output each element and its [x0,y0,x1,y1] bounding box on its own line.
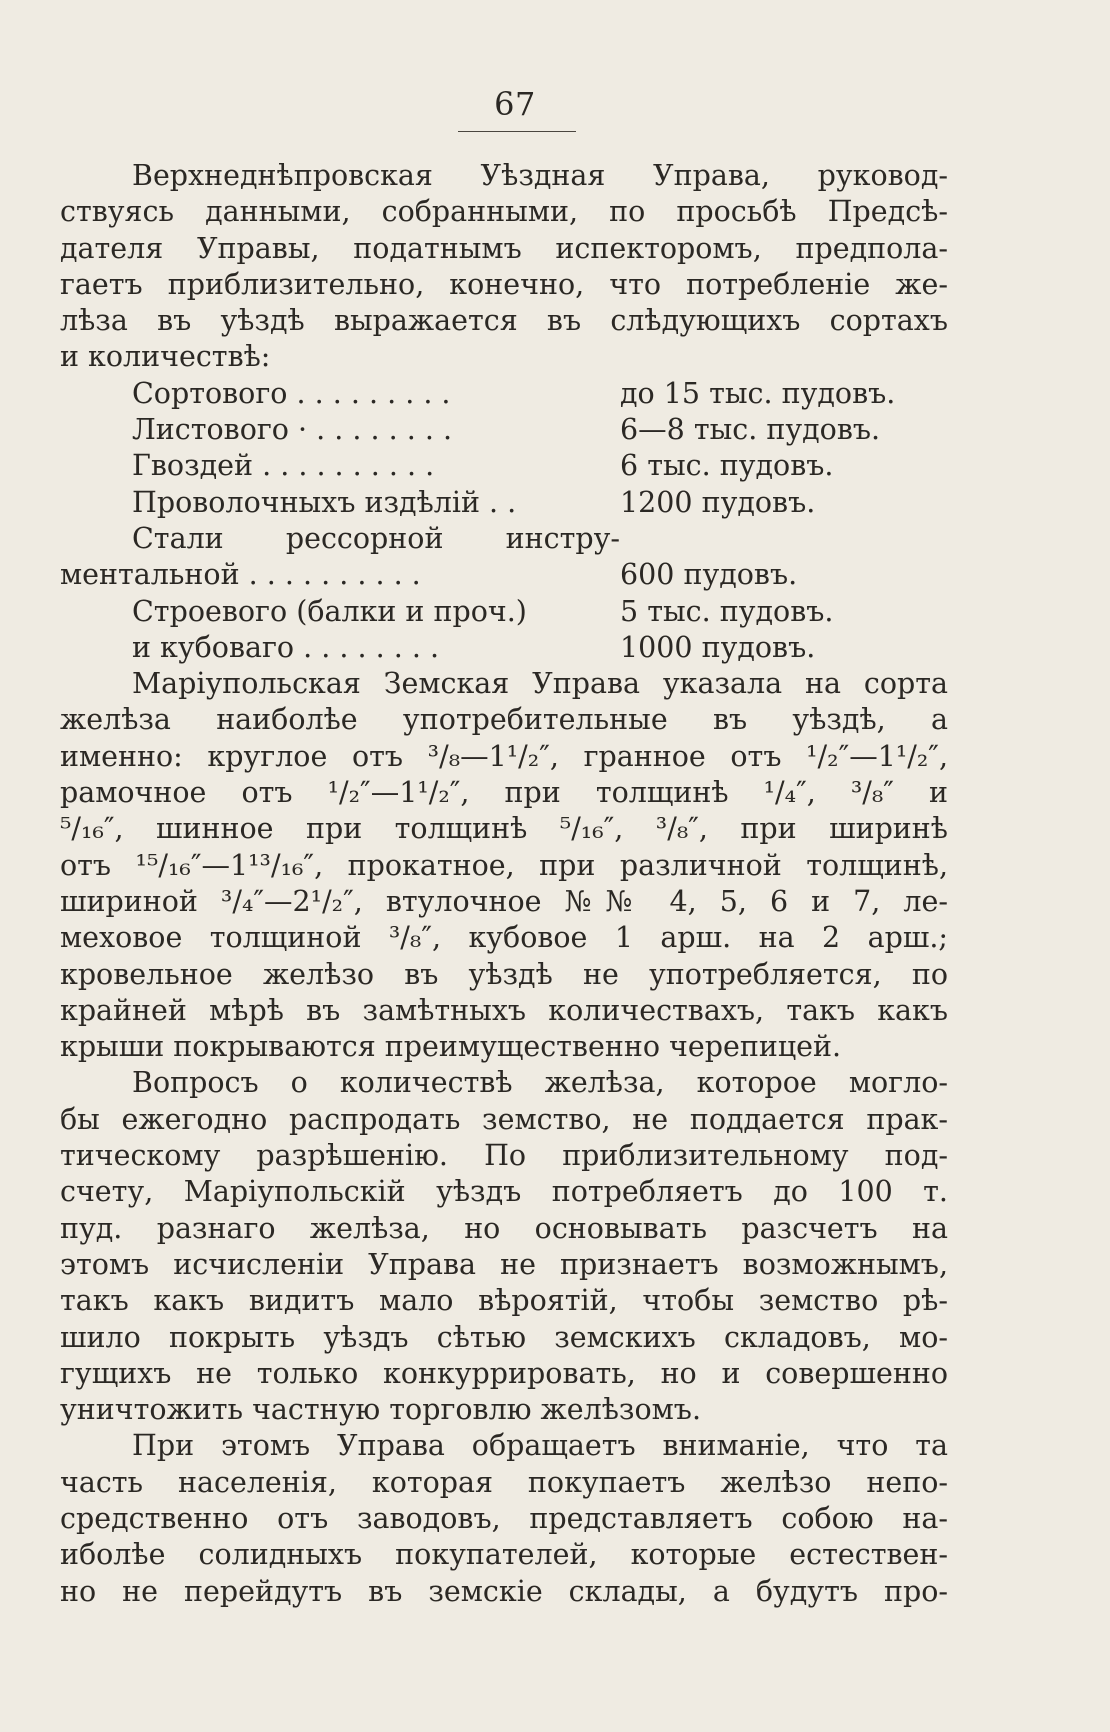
text-line: средственно отъ заводовъ, представляетъ собою на- [60,1501,948,1535]
text-line: При этомъ Управа обращаетъ вниманіе, что та [132,1429,948,1463]
text-line: гаетъ приблизительно, конечно, что потребленіе же- [60,267,948,301]
text-line: лѣза въ уѣздѣ выражается въ слѣдующихъ сортахъ [60,304,948,338]
list-item-sort: ментальной . . . . . . . . . . [60,558,421,592]
text-line: крайней мѣрѣ въ замѣтныхъ количествахъ, такъ какъ [60,993,948,1027]
text-line: иболѣе солидныхъ покупателей, которые естествен- [60,1538,948,1572]
list-item [60,630,948,666]
text-line: уничтожить частную торговлю желѣзомъ. [60,1393,701,1427]
list-item-quantity: 6 тыс. пудовъ. [620,449,834,483]
list-item-quantity: до 15 тыс. пудовъ. [620,376,896,410]
text-line: крыши покрываются преимущественно черепицей. [60,1030,842,1064]
text-line: и количествѣ: [60,340,271,374]
list-item-sort: Сортового . . . . . . . . . [132,376,451,410]
text-line: Верхнеднѣпровская Уѣздная Управа, руковод- [132,159,948,192]
paragraph-intro [60,158,948,376]
list-item-sort: Листового · . . . . . . . . [132,413,453,447]
paragraph-mariupol-sorts [60,666,948,1065]
text-line: ствуясь данными, собранными, по просьбѣ Предсѣ- [60,195,948,229]
page-number: 67 [494,85,536,123]
list-item-sort: Проволочныхъ издѣлій . . [132,485,517,519]
list-item-quantity: 1200 пудовъ. [620,485,816,519]
text-line: часть населенія, которая покупаетъ желѣзо непо- [60,1465,948,1499]
text-line: тическому разрѣшенію. По приблизительному под- [60,1139,948,1173]
list-item-quantity [620,521,948,557]
text-line: счету, Маріупольскій уѣздъ потребляетъ до 100 т. [60,1175,948,1209]
list-item-sort: Гвоздей . . . . . . . . . . [132,449,435,483]
text-line: шило покрыть уѣздъ сѣтью земскихъ складовъ, мо- [60,1320,948,1354]
list-item [60,521,948,557]
list-item [60,376,948,412]
text-line: но не перейдутъ въ земскіе склады, а будутъ про- [60,1574,948,1608]
text-line: дателя Управы, податнымъ испекторомъ, предпола- [60,231,948,265]
text-line: такъ какъ видитъ мало вѣроятій, чтобы земство рѣ- [60,1284,948,1318]
text-line: рамочное отъ ¹/₂″—1¹/₂″, при толщинѣ ¹/₄″, ³/₈″ и [60,776,948,810]
text-line: ⁵/₁₆″, шинное при толщинѣ ⁵/₁₆″, ³/₈″, при ширинѣ [60,812,948,846]
text-line: Маріупольская Земская Управа указала на сорта [132,667,948,701]
text-line: пуд. разнаго желѣза, но основывать разсчетъ на [60,1211,948,1245]
list-item-quantity: 600 пудовъ. [620,558,798,592]
page-number-rule [458,131,576,132]
list-item [60,485,948,521]
text-line: меховое толщиной ³/₈″, кубовое 1 арш. на 2 арш.; [60,921,948,955]
iron-sorts-list [60,376,948,666]
list-item-sort: Стали рессорной инстру- [132,521,620,555]
list-item [60,594,948,630]
list-item-quantity: 5 тыс. пудовъ. [620,594,834,628]
list-item-sort: и кубоваго . . . . . . . . [132,630,440,664]
text-line: отъ ¹⁵/₁₆″—1¹³/₁₆″, прокатное, при различной толщинѣ, [60,848,948,882]
list-item [60,448,948,484]
text-line: кровельное желѣзо въ уѣздѣ не употребляется, по [60,957,948,991]
list-item-sort: Строевого (балки и проч.) [132,594,527,628]
list-item [60,412,948,448]
paragraph-quantity-question [60,1065,948,1428]
paragraph-buyers [60,1428,948,1609]
text-line: этомъ исчисленіи Управа не признаетъ возможнымъ, [60,1247,948,1281]
text-line: Вопросъ о количествѣ желѣза, которое могло- [132,1066,948,1100]
text-line: желѣза наиболѣе употребительные въ уѣздѣ, а [60,703,948,737]
body-text [60,158,948,1610]
list-item-quantity: 1000 пудовъ. [620,630,816,664]
text-line: бы ежегодно распродать земство, не поддается прак- [60,1102,948,1136]
text-line: гущихъ не только конкуррировать, но и совершенно [60,1356,948,1390]
list-item [60,557,948,593]
text-line: именно: круглое отъ ³/₈—1¹/₂″, гранное отъ ¹/₂″—1¹/₂″, [60,739,948,773]
text-line: шириной ³/₄″—2¹/₂″, втулочное №№ 4, 5, 6 и 7, ле- [60,884,948,918]
list-item-quantity: 6—8 тыс. пудовъ. [620,413,881,447]
